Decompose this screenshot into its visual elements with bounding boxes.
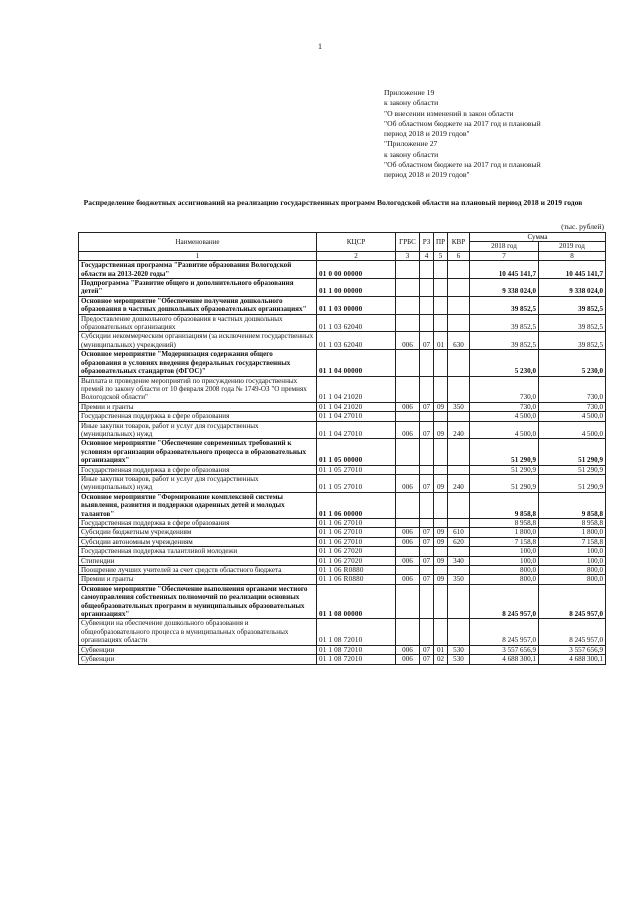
cell-kvr: 620 xyxy=(448,537,470,546)
cell-name: Субвенции на обеспечение дошкольного образования и общеобразовательного процесса в муниципальных образовательных организациях области xyxy=(79,619,317,645)
cell-kvr: 610 xyxy=(448,528,470,537)
table-row xyxy=(79,655,606,664)
cell-rz: 07 xyxy=(420,421,434,439)
cell-rz xyxy=(420,547,434,556)
cell-rz xyxy=(420,296,434,314)
cell-kvr: 340 xyxy=(448,556,470,565)
cell-y2018: 100,0 xyxy=(470,556,539,565)
table-row xyxy=(79,584,606,619)
cell-y2018: 4 688 300,1 xyxy=(470,655,539,664)
appendix-line: "Об областном бюджете на 2017 год и плановый xyxy=(384,118,541,128)
cell-y2018: 51 290,9 xyxy=(470,474,539,492)
cell-name: Основное мероприятие "Обеспечение современных требований к условиям организации образовательного процесса в образовательных организациях" xyxy=(79,439,317,465)
cell-pr xyxy=(434,465,448,474)
cell-y2019: 730,0 xyxy=(539,376,606,402)
cell-kcsr: 01 1 06 27020 xyxy=(317,556,396,565)
cell-name: Государственная поддержка талантливой молодежи xyxy=(79,547,317,556)
cell-pr xyxy=(434,279,448,297)
cell-rz: 07 xyxy=(420,645,434,654)
cell-y2019: 100,0 xyxy=(539,547,606,556)
cell-y2019: 39 852,5 xyxy=(539,314,606,332)
cell-grbs xyxy=(396,439,420,465)
appendix-line: к закону области xyxy=(384,98,439,108)
cell-name: Основное мероприятие "Обеспечение выполнения органами местного самоуправления собственных полномочий по реализации основных общеобразовательных программ в муниципальных образовательных организациях" xyxy=(79,584,317,619)
cell-grbs: 006 xyxy=(396,332,420,350)
cell-kvr: 240 xyxy=(448,474,470,492)
table-row xyxy=(79,412,606,421)
cell-y2018: 10 445 141,7 xyxy=(470,261,539,279)
cell-y2019: 8 958,8 xyxy=(539,519,606,528)
column-number: 5 xyxy=(434,251,448,260)
cell-pr: 09 xyxy=(434,556,448,565)
cell-grbs: 006 xyxy=(396,474,420,492)
header-name: Наименование xyxy=(79,233,317,252)
cell-kcsr: 01 1 04 27010 xyxy=(317,412,396,421)
cell-grbs: 006 xyxy=(396,421,420,439)
table-row xyxy=(79,645,606,654)
cell-grbs xyxy=(396,492,420,518)
cell-kvr xyxy=(448,279,470,297)
cell-y2018: 7 158,8 xyxy=(470,537,539,546)
cell-grbs: 006 xyxy=(396,537,420,546)
cell-y2018: 730,0 xyxy=(470,402,539,411)
cell-y2019: 51 290,9 xyxy=(539,474,606,492)
cell-pr: 09 xyxy=(434,528,448,537)
cell-y2018: 8 245 957,0 xyxy=(470,584,539,619)
cell-rz xyxy=(420,376,434,402)
cell-grbs xyxy=(396,566,420,575)
cell-pr xyxy=(434,584,448,619)
table-row xyxy=(79,261,606,279)
cell-y2018: 4 500,0 xyxy=(470,421,539,439)
cell-pr xyxy=(434,314,448,332)
cell-y2019: 39 852,5 xyxy=(539,296,606,314)
cell-name: Государственная программа "Развитие образования Вологодской области на 2013-2020 годы" xyxy=(79,261,317,279)
cell-kcsr: 01 1 04 00000 xyxy=(317,350,396,376)
cell-grbs xyxy=(396,547,420,556)
cell-kcsr: 01 1 03 00000 xyxy=(317,296,396,314)
cell-y2018: 39 852,5 xyxy=(470,296,539,314)
cell-pr xyxy=(434,547,448,556)
cell-grbs xyxy=(396,296,420,314)
cell-pr xyxy=(434,412,448,421)
appendix-block xyxy=(384,88,604,181)
cell-y2018: 8 245 957,0 xyxy=(470,619,539,645)
appendix-line: Приложение 19 xyxy=(384,88,435,97)
cell-grbs: 006 xyxy=(396,575,420,584)
cell-pr: 09 xyxy=(434,575,448,584)
column-number: 1 xyxy=(79,251,317,260)
cell-kcsr: 01 1 05 27010 xyxy=(317,474,396,492)
cell-y2019: 10 445 141,7 xyxy=(539,261,606,279)
cell-rz: 07 xyxy=(420,575,434,584)
cell-kvr xyxy=(448,412,470,421)
cell-y2018: 800,0 xyxy=(470,575,539,584)
cell-name: Подпрограмма "Развитие общего и дополнительного образования детей" xyxy=(79,279,317,297)
appendix-line: "Приложение 27 xyxy=(384,139,438,149)
cell-kcsr: 01 1 06 R0880 xyxy=(317,575,396,584)
cell-y2019: 100,0 xyxy=(539,556,606,565)
cell-name: Основное мероприятие "Модернизация содержания общего образования в условиях введения федеральных государственных образовательных стандартов (ФГОС)" xyxy=(79,350,317,376)
cell-y2019: 1 800,0 xyxy=(539,528,606,537)
header-year-2018: 2018 год xyxy=(470,242,539,251)
cell-pr: 09 xyxy=(434,537,448,546)
cell-name: Субсидии бюджетным учреждениям xyxy=(79,528,317,537)
cell-name: Государственная поддержка в сфере образования xyxy=(79,465,317,474)
cell-kcsr: 01 1 05 00000 xyxy=(317,439,396,465)
cell-kvr: 240 xyxy=(448,421,470,439)
cell-kvr: 630 xyxy=(448,332,470,350)
cell-y2018: 51 290,9 xyxy=(470,465,539,474)
cell-rz: 07 xyxy=(420,528,434,537)
table-row xyxy=(79,332,606,350)
cell-pr xyxy=(434,376,448,402)
table-row xyxy=(79,376,606,402)
cell-y2019: 3 557 656,9 xyxy=(539,645,606,654)
cell-grbs xyxy=(396,412,420,421)
cell-rz xyxy=(420,519,434,528)
cell-name: Премии и гранты xyxy=(79,575,317,584)
cell-grbs xyxy=(396,465,420,474)
cell-name: Предоставление дошкольного образования в частных дошкольных образовательных организациях xyxy=(79,314,317,332)
cell-pr: 01 xyxy=(434,332,448,350)
cell-name: Премии и гранты xyxy=(79,402,317,411)
cell-rz xyxy=(420,314,434,332)
cell-kcsr: 01 1 06 27020 xyxy=(317,547,396,556)
table-row xyxy=(79,619,606,645)
cell-kvr xyxy=(448,314,470,332)
cell-y2019: 7 158,8 xyxy=(539,537,606,546)
cell-name: Государственная поддержка в сфере образования xyxy=(79,519,317,528)
cell-grbs xyxy=(396,261,420,279)
budget-table xyxy=(78,232,606,665)
cell-pr xyxy=(434,261,448,279)
cell-kcsr: 01 1 03 62040 xyxy=(317,332,396,350)
cell-kvr xyxy=(448,547,470,556)
cell-kcsr: 01 1 03 62040 xyxy=(317,314,396,332)
cell-grbs xyxy=(396,584,420,619)
cell-kvr: 530 xyxy=(448,645,470,654)
cell-y2019: 5 230,0 xyxy=(539,350,606,376)
header-grbs: ГРБС xyxy=(396,233,420,252)
cell-pr: 09 xyxy=(434,402,448,411)
cell-pr: 09 xyxy=(434,421,448,439)
cell-kvr xyxy=(448,566,470,575)
cell-grbs xyxy=(396,376,420,402)
appendix-line: "Об областном бюджете на 2017 год и плановый xyxy=(384,160,541,170)
table-row xyxy=(79,465,606,474)
column-number: 3 xyxy=(396,251,420,260)
table-row xyxy=(79,556,606,565)
cell-y2019: 8 245 957,0 xyxy=(539,584,606,619)
cell-rz xyxy=(420,619,434,645)
cell-rz xyxy=(420,566,434,575)
cell-kcsr: 01 1 08 72010 xyxy=(317,655,396,664)
cell-y2018: 5 230,0 xyxy=(470,350,539,376)
cell-kvr xyxy=(448,296,470,314)
cell-name: Основное мероприятие "Формирование комплексной системы выявления, развития и поддержки одаренных детей и молодых талантов" xyxy=(79,492,317,518)
cell-y2018: 8 958,8 xyxy=(470,519,539,528)
cell-rz: 07 xyxy=(420,655,434,664)
column-number: 8 xyxy=(539,251,606,260)
cell-rz xyxy=(420,350,434,376)
cell-y2019: 9 338 024,0 xyxy=(539,279,606,297)
cell-y2019: 4 688 300,1 xyxy=(539,655,606,664)
cell-kcsr: 01 1 06 27010 xyxy=(317,519,396,528)
cell-kvr xyxy=(448,439,470,465)
cell-y2019: 4 500,0 xyxy=(539,421,606,439)
cell-y2018: 9 858,8 xyxy=(470,492,539,518)
cell-kcsr: 01 1 06 27010 xyxy=(317,537,396,546)
table-row xyxy=(79,566,606,575)
cell-grbs: 006 xyxy=(396,645,420,654)
cell-pr: 02 xyxy=(434,655,448,664)
table-row xyxy=(79,421,606,439)
cell-pr xyxy=(434,296,448,314)
cell-y2019: 800,0 xyxy=(539,566,606,575)
cell-rz xyxy=(420,584,434,619)
header-sum: Сумма xyxy=(470,233,606,242)
cell-y2018: 800,0 xyxy=(470,566,539,575)
cell-grbs xyxy=(396,350,420,376)
cell-kcsr: 01 1 08 72010 xyxy=(317,619,396,645)
cell-kvr: 350 xyxy=(448,402,470,411)
cell-rz xyxy=(420,465,434,474)
table-row xyxy=(79,575,606,584)
cell-y2018: 1 800,0 xyxy=(470,528,539,537)
cell-rz: 07 xyxy=(420,332,434,350)
cell-pr xyxy=(434,439,448,465)
cell-kvr xyxy=(448,465,470,474)
cell-y2019: 51 290,9 xyxy=(539,439,606,465)
cell-pr xyxy=(434,519,448,528)
column-number: 6 xyxy=(448,251,470,260)
cell-y2018: 730,0 xyxy=(470,376,539,402)
cell-name: Субвенции xyxy=(79,645,317,654)
cell-pr: 09 xyxy=(434,474,448,492)
cell-name: Субвенции xyxy=(79,655,317,664)
cell-name: Субсидии некоммерческим организациям (за исключением государственных (муниципальных) учреждений) xyxy=(79,332,317,350)
table-row xyxy=(79,547,606,556)
cell-pr xyxy=(434,350,448,376)
cell-kvr xyxy=(448,519,470,528)
cell-kcsr: 01 1 00 00000 xyxy=(317,279,396,297)
cell-kcsr: 01 1 04 21020 xyxy=(317,376,396,402)
cell-y2018: 100,0 xyxy=(470,547,539,556)
header-kvr: КВР xyxy=(448,233,470,252)
cell-name: Иные закупки товаров, работ и услуг для государственных (муниципальных) нужд xyxy=(79,474,317,492)
cell-rz: 07 xyxy=(420,402,434,411)
cell-kcsr: 01 1 08 72010 xyxy=(317,645,396,654)
cell-y2019: 4 500,0 xyxy=(539,412,606,421)
cell-rz xyxy=(420,492,434,518)
table-row xyxy=(79,439,606,465)
cell-kvr xyxy=(448,376,470,402)
header-pr: ПР xyxy=(434,233,448,252)
page-number: 1 xyxy=(318,42,322,51)
table-row xyxy=(79,279,606,297)
cell-y2019: 51 290,9 xyxy=(539,465,606,474)
cell-y2018: 39 852,5 xyxy=(470,314,539,332)
table-row xyxy=(79,474,606,492)
cell-grbs xyxy=(396,519,420,528)
cell-rz xyxy=(420,412,434,421)
table-row xyxy=(79,492,606,518)
column-number: 4 xyxy=(420,251,434,260)
table-row xyxy=(79,350,606,376)
cell-grbs xyxy=(396,314,420,332)
cell-grbs: 006 xyxy=(396,655,420,664)
cell-kcsr: 01 1 05 27010 xyxy=(317,465,396,474)
table-row xyxy=(79,314,606,332)
cell-rz: 07 xyxy=(420,556,434,565)
cell-name: Субсидии автономным учреждениям xyxy=(79,537,317,546)
cell-y2019: 9 858,8 xyxy=(539,492,606,518)
cell-kvr xyxy=(448,619,470,645)
cell-rz: 07 xyxy=(420,537,434,546)
header-year-2019: 2019 год xyxy=(539,242,606,251)
cell-kvr: 350 xyxy=(448,575,470,584)
cell-kvr: 530 xyxy=(448,655,470,664)
cell-pr xyxy=(434,619,448,645)
cell-y2019: 800,0 xyxy=(539,575,606,584)
cell-rz: 07 xyxy=(420,474,434,492)
cell-kcsr: 01 1 06 00000 xyxy=(317,492,396,518)
cell-kcsr: 01 1 04 21020 xyxy=(317,402,396,411)
cell-kvr xyxy=(448,350,470,376)
cell-kcsr: 01 1 06 27010 xyxy=(317,528,396,537)
cell-y2018: 9 338 024,0 xyxy=(470,279,539,297)
table-row xyxy=(79,296,606,314)
cell-kcsr: 01 1 08 00000 xyxy=(317,584,396,619)
header-kcsr: КЦСР xyxy=(317,233,396,252)
table-row xyxy=(79,519,606,528)
cell-y2018: 3 557 656,9 xyxy=(470,645,539,654)
cell-name: Поощрение лучших учителей за счет средств областного бюджета xyxy=(79,566,317,575)
cell-grbs: 006 xyxy=(396,556,420,565)
document-title: Распределение бюджетных ассигнований на реализацию государственных программ Вологодской области на плановый период 2018 и 2019 годов xyxy=(83,198,583,207)
cell-rz xyxy=(420,279,434,297)
cell-kcsr: 01 0 00 00000 xyxy=(317,261,396,279)
cell-rz xyxy=(420,439,434,465)
cell-name: Основное мероприятие "Обеспечение получения дошкольного образования в частных дошкольных образовательных организациях" xyxy=(79,296,317,314)
cell-kcsr: 01 1 04 27010 xyxy=(317,421,396,439)
cell-name: Иные закупки товаров, работ и услуг для государственных (муниципальных) нужд xyxy=(79,421,317,439)
cell-y2018: 39 852,5 xyxy=(470,332,539,350)
cell-grbs xyxy=(396,619,420,645)
cell-kvr xyxy=(448,492,470,518)
cell-y2018: 51 290,9 xyxy=(470,439,539,465)
cell-grbs: 006 xyxy=(396,402,420,411)
units-label: (тыс. рублей) xyxy=(561,222,604,231)
cell-y2019: 8 245 957,0 xyxy=(539,619,606,645)
cell-name: Выплата и проведение мероприятий по присуждению государственных премий по закону области от 10 февраля 2008 года № 1749-ОЗ "О премиях Вологодской области" xyxy=(79,376,317,402)
column-number: 2 xyxy=(317,251,396,260)
column-number: 7 xyxy=(470,251,539,260)
header-rz: РЗ xyxy=(420,233,434,252)
cell-name: Государственная поддержка в сфере образования xyxy=(79,412,317,421)
cell-y2019: 730,0 xyxy=(539,402,606,411)
table-row xyxy=(79,528,606,537)
appendix-line: к закону области xyxy=(384,149,439,159)
cell-kvr xyxy=(448,584,470,619)
cell-grbs: 006 xyxy=(396,528,420,537)
cell-pr xyxy=(434,566,448,575)
cell-kvr xyxy=(448,261,470,279)
cell-name: Стипендии xyxy=(79,556,317,565)
cell-y2018: 4 500,0 xyxy=(470,412,539,421)
appendix-line: период 2018 и 2019 годов" xyxy=(384,129,470,139)
appendix-line: "О внесении изменений в закон области xyxy=(384,108,514,118)
cell-rz xyxy=(420,261,434,279)
cell-pr xyxy=(434,492,448,518)
table-row xyxy=(79,402,606,411)
cell-pr: 01 xyxy=(434,645,448,654)
cell-kcsr: 01 1 06 R0880 xyxy=(317,566,396,575)
cell-grbs xyxy=(396,279,420,297)
cell-y2019: 39 852,5 xyxy=(539,332,606,350)
appendix-line: период 2018 и 2019 годов" xyxy=(384,170,470,180)
table-row xyxy=(79,537,606,546)
